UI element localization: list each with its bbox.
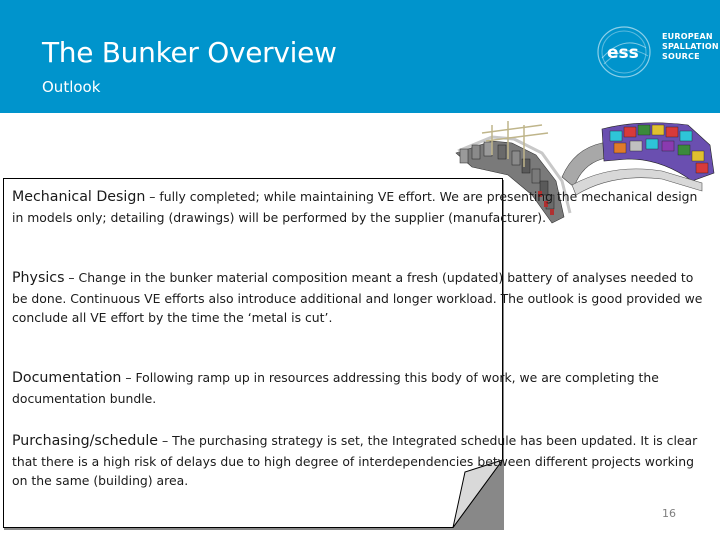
paragraph-body: – Following ramp up in resources addressing this body of work, we are completing the documentation bundle. bbox=[12, 370, 659, 406]
paragraph-physics bbox=[12, 268, 710, 328]
ess-logo-text bbox=[662, 32, 719, 62]
page-number: 16 bbox=[662, 507, 676, 520]
paragraph-lead: Mechanical Design bbox=[12, 189, 146, 205]
ess-logo-mark: ess bbox=[607, 43, 639, 63]
paragraph-purchasing-schedule bbox=[12, 431, 710, 491]
paragraph-lead: Documentation bbox=[12, 370, 122, 386]
logo-line-1: EUROPEAN bbox=[662, 32, 713, 41]
logo-line-3: SOURCE bbox=[662, 52, 700, 61]
paragraph-lead: Physics bbox=[12, 270, 65, 286]
paragraph-body: – The purchasing strategy is set, the Integrated schedule has been updated. It is clear that there is a high risk of delays due to high degree of interdependencies between different projects working on the same (building) area. bbox=[12, 433, 698, 488]
paragraph-mechanical-design bbox=[12, 187, 710, 227]
paragraph-documentation bbox=[12, 368, 710, 408]
logo-line-2: SPALLATION bbox=[662, 42, 719, 51]
slide-subtitle: Outlook bbox=[42, 78, 101, 96]
paragraph-lead: Purchasing/schedule bbox=[12, 433, 158, 449]
paragraph-body: – fully completed; while maintaining VE effort. We are presenting the mechanical design in models only; detailing (drawings) will be performed by the supplier (manufacturer). bbox=[12, 189, 698, 225]
paragraph-body: – Change in the bunker material composition meant a fresh (updated) battery of analyses needed to be done. Continuous VE efforts also introduce additional and longer workload. The outlook is good provided we conclude all VE effort by the time the ‘metal is cut’. bbox=[12, 270, 703, 325]
slide-title: The Bunker Overview bbox=[42, 36, 337, 69]
